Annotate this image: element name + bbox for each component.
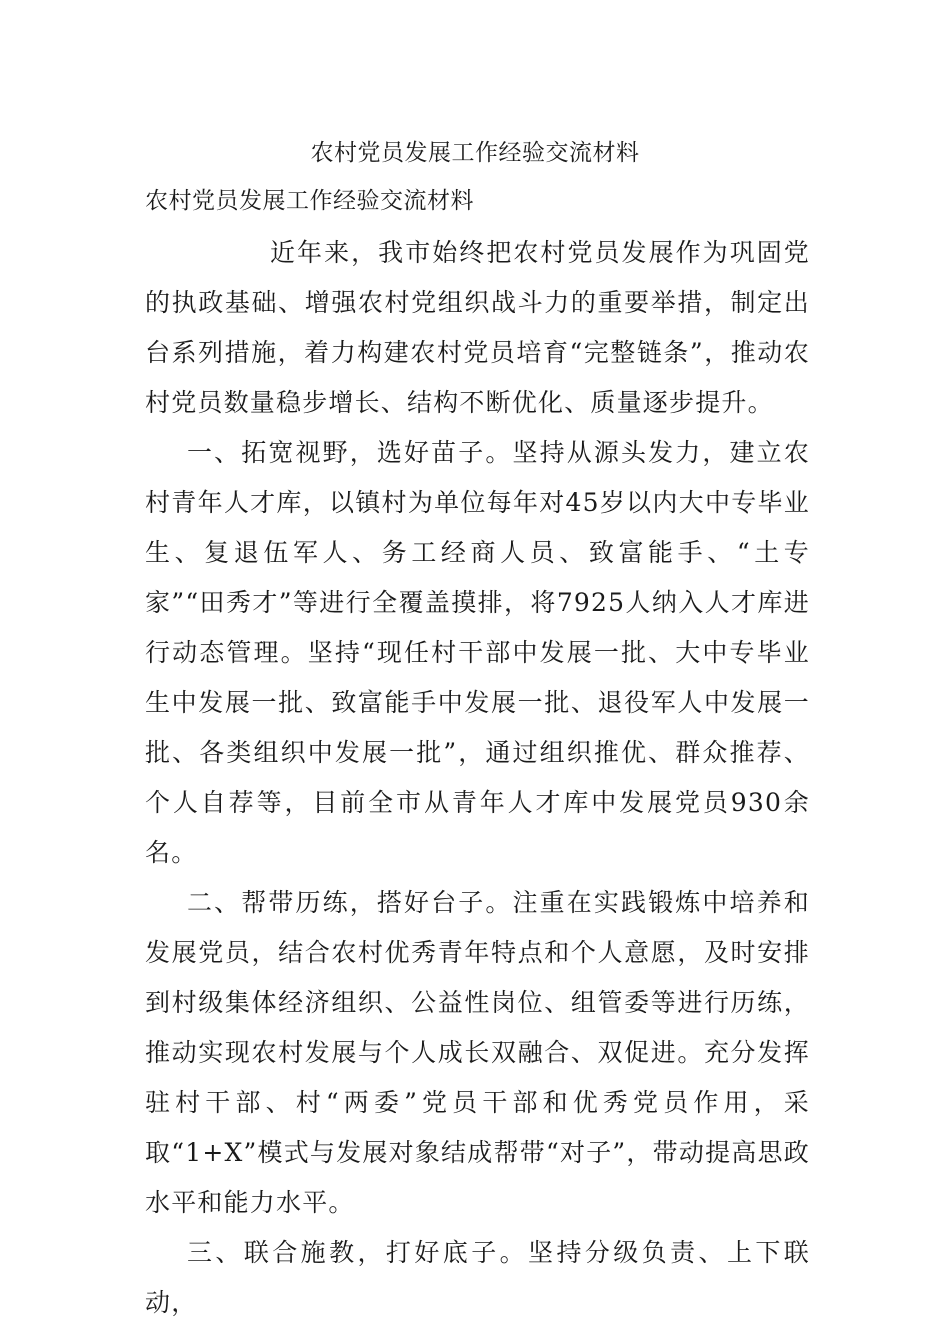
document-subtitle: 农村党员发展工作经验交流材料 [145,188,474,214]
document-title: 农村党员发展工作经验交流材料 [310,140,640,166]
paragraph-section-2: 二、帮带历练，搭好台子。注重在实践锻炼中培养和发展党员，结合农村优秀青年特点和个人意愿，及时安排到村级集体经济组织、公益性岗位、组管委等进行历练，推动实现农村发展与个人成长双融合、双促进。充分发挥驻村干部、村“两委”党员干部和优秀党员作用，采取“1+X”模式与发展对象结成帮带“对子”，带动提高思政水平和能力水平。 [145,888,810,1217]
paragraph-section-1: 一、拓宽视野，选好苗子。坚持从源头发力，建立农村青年人才库，以镇村为单位每年对45岁以内大中专毕业生、复退伍军人、务工经商人员、致富能手、“土专家”“田秀才”等进行全覆盖摸排，将7925人纳入人才库进行动态管理。坚持“现任村干部中发展一批、大中专毕业生中发展一批、致富能手中发展一批、退役军人中发展一批、各类组织中发展一批”，通过组织推优、群众推荐、个人自荐等，目前全市从青年人才库中发展党员930余名。 [145,438,810,867]
paragraph-intro: 近年来，我市始终把农村党员发展作为巩固党的执政基础、增强农村党组织战斗力的重要举措，制定出台系列措施，着力构建农村党员培育“完整链条”，推动农村党员数量稳步增长、结构不断优化、质量逐步提升。 [145,238,810,417]
paragraph-section-3: 三、联合施教，打好底子。坚持分级负责、上下联动， [145,1238,810,1317]
document-body [145,228,810,1328]
